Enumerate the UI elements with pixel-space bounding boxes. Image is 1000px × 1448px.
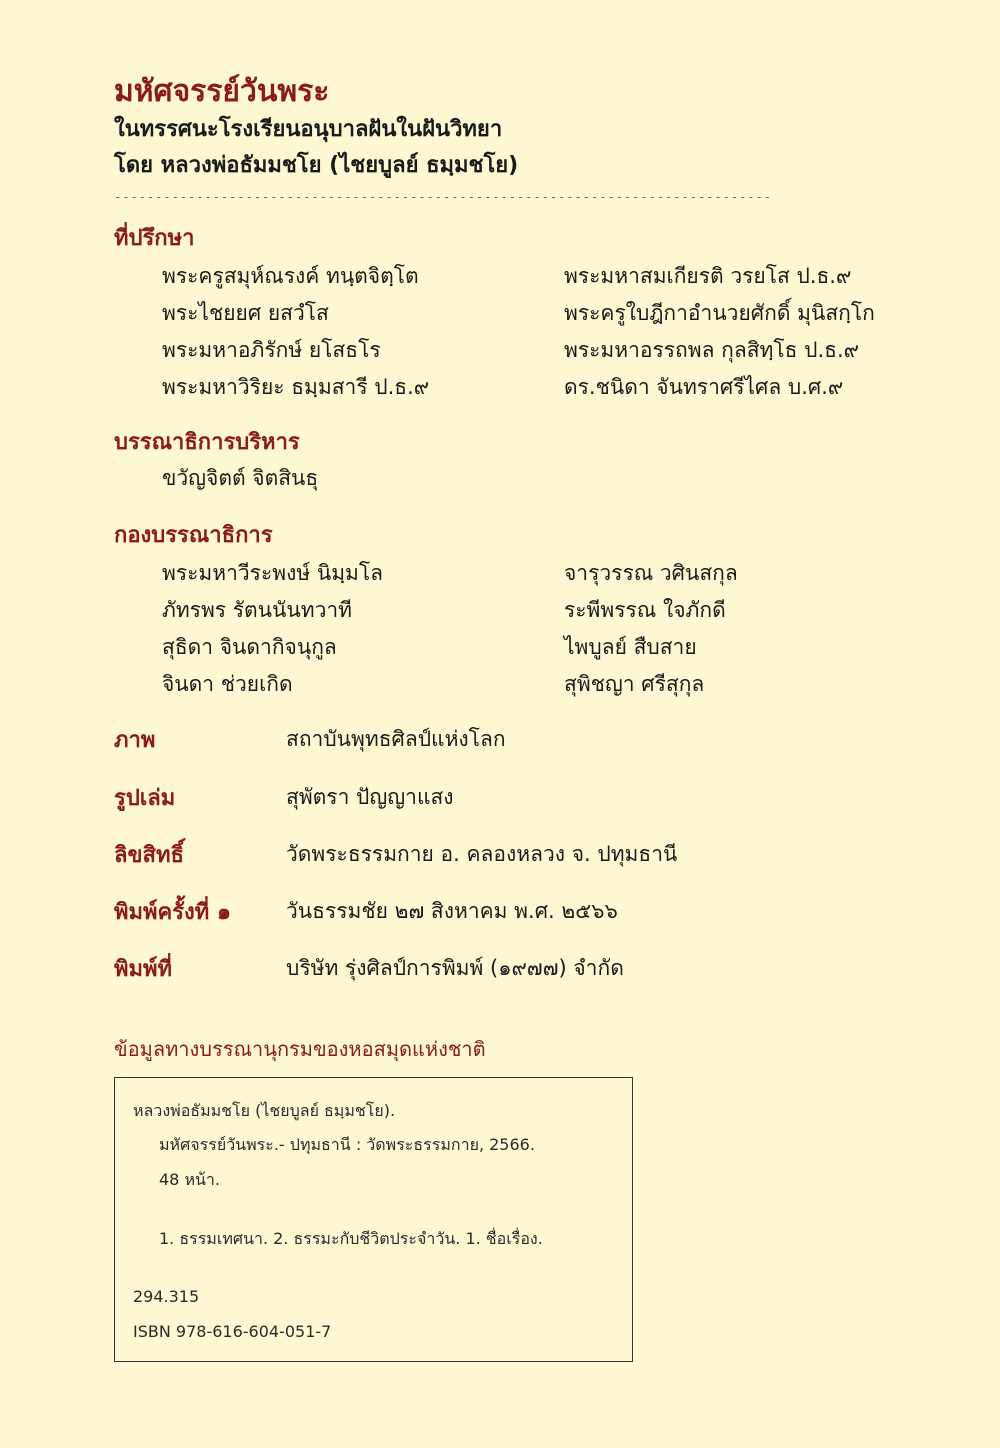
cip-class-number: 294.315: [133, 1287, 200, 1306]
cip-isbn: ISBN 978-616-604-051-7: [133, 1322, 332, 1341]
editor-name: ไพบูลย์ สืบสาย: [564, 635, 697, 659]
advisors-heading: ที่ปรึกษา: [114, 226, 195, 251]
info-label: พิมพ์ที่: [114, 956, 173, 982]
cip-box: [114, 1077, 633, 1362]
info-row-images: [114, 722, 914, 756]
info-value: สถาบันพุทธศิลป์แห่งโลก: [286, 726, 506, 751]
info-label: ลิขสิทธิ์: [114, 842, 184, 868]
editor-name: สุพิชญา ศรีสุกุล: [564, 672, 705, 696]
info-label: พิมพ์ครั้งที่ ๑: [114, 899, 231, 925]
info-value: วันธรรมชัย ๒๗ สิงหาคม พ.ศ. ๒๕๖๖: [286, 898, 618, 923]
info-label: ภาพ: [114, 727, 156, 753]
editor-name: สุธิดา จินดากิจนุกูล: [162, 635, 337, 659]
divider-line: --------------------------------------------------------------------------------: [114, 190, 772, 204]
cip-pages: 48 หน้า.: [159, 1170, 220, 1189]
editor-name: ระพีพรรณ ใจภักดี: [564, 598, 726, 622]
info-value: สุพัตรา ปัญญาแสง: [286, 784, 454, 809]
info-row-copyright: [114, 837, 914, 871]
advisor-name: พระมหาวิริยะ ธมฺมสารี ป.ธ.๙: [162, 375, 430, 399]
book-title: มหัศจรรย์วันพระ: [114, 74, 330, 109]
cip-author: หลวงพ่อธัมมชโย (ไชยบูลย์ ธมฺมชโย).: [133, 1101, 396, 1120]
advisor-name: พระครูใบฎีกาอำนวยศักดิ์ มุนิสกฺโก: [564, 301, 875, 325]
advisor-name: พระครูสมุห์ณรงค์ ทนฺตจิตฺโต: [162, 264, 419, 288]
info-label: รูปเล่ม: [114, 785, 176, 811]
advisor-name: พระไชยยศ ยสวํโส: [162, 301, 329, 325]
executive-editor-heading: บรรณาธิการบริหาร: [114, 430, 300, 455]
cip-subjects: 1. ธรรมเทศนา. 2. ธรรมะกับชีวิตประจำวัน. 1. ชื่อเรื่อง.: [159, 1229, 543, 1248]
editorial-board-heading: กองบรรณาธิการ: [114, 523, 273, 548]
executive-editor-name: ขวัญจิตต์ จิตสินธุ: [162, 466, 319, 490]
cip-heading: ข้อมูลทางบรรณานุกรมของหอสมุดแห่งชาติ: [114, 1037, 486, 1061]
advisor-name: พระมหาอรรถพล กุลสิทฺโธ ป.ธ.๙: [564, 338, 860, 362]
info-row-layout: [114, 780, 914, 814]
editor-name: จารุวรรณ วศินสกุล: [564, 561, 738, 585]
advisor-name: พระมหาสมเกียรติ วรยโส ป.ธ.๙: [564, 264, 852, 288]
advisor-name: ดร.ชนิดา จันทราศรีไศล บ.ศ.๙: [564, 375, 844, 399]
info-value: วัดพระธรรมกาย อ. คลองหลวง จ. ปทุมธานี: [286, 841, 678, 866]
editor-name: ภัทรพร รัตนนันทวาที: [162, 598, 353, 622]
info-row-printer: [114, 951, 914, 985]
cip-title: มหัศจรรย์วันพระ.- ปทุมธานี : วัดพระธรรมกาย, 2566.: [159, 1135, 535, 1154]
author-line: โดย หลวงพ่อธัมมชโย (ไชยบูลย์ ธมฺมชโย): [114, 153, 519, 178]
info-value: บริษัท รุ่งศิลป์การพิมพ์ (๑๙๗๗) จำกัด: [286, 955, 624, 980]
editor-name: จินดา ช่วยเกิด: [162, 672, 293, 696]
editorial-board-list: [162, 557, 952, 700]
editor-name: พระมหาวีระพงษ์ นิมฺมโล: [162, 561, 384, 585]
advisor-name: พระมหาอภิรักษ์ ยโสธโร: [162, 338, 381, 362]
info-row-first-print: [114, 894, 914, 928]
book-subtitle: ในทรรศนะโรงเรียนอนุบาลฝันในฝันวิทยา: [114, 117, 503, 142]
advisors-list: [162, 260, 952, 403]
